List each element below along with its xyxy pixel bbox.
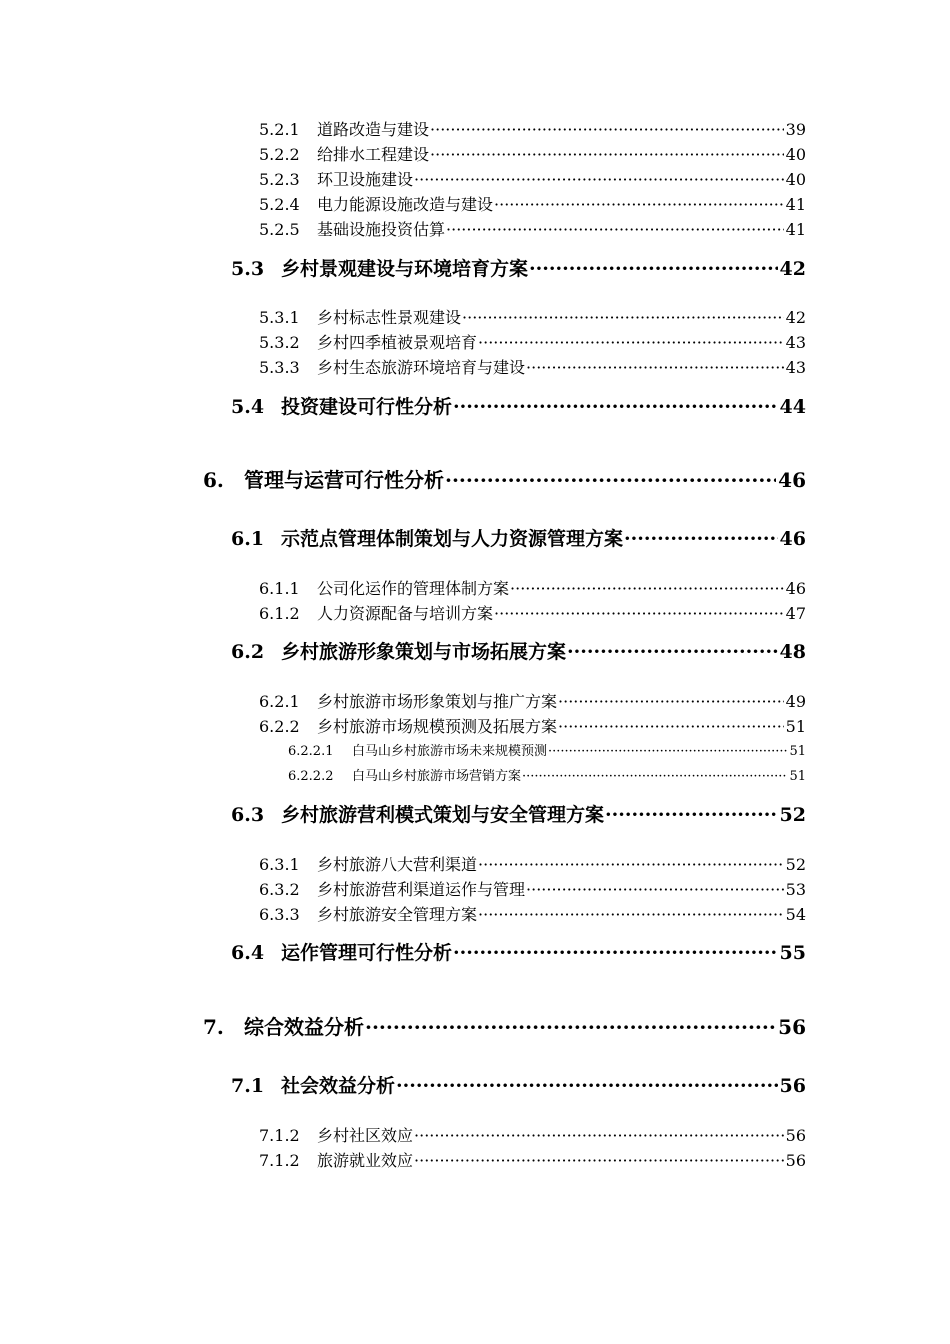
toc-entry-page: 49 <box>785 692 806 711</box>
toc-entry[interactable] <box>259 852 806 875</box>
toc-entry-page: 51 <box>785 717 806 736</box>
toc-entry-number: 6.2.2.1 <box>288 744 334 759</box>
toc-entry-title: 乡村旅游营利渠道运作与管理 <box>317 880 526 899</box>
toc-entry-number: 6.3 <box>231 804 265 826</box>
toc-entry-number: 5.2.3 <box>259 170 300 189</box>
toc-entry-page: 41 <box>785 195 806 214</box>
toc-entry[interactable] <box>288 765 806 784</box>
toc-entry-number: 6.2.1 <box>259 692 300 711</box>
toc-entry-page: 46 <box>779 528 806 550</box>
toc-entry[interactable] <box>231 392 806 419</box>
toc-entry-number: 6.3.3 <box>259 905 300 924</box>
toc-entry-page: 44 <box>779 396 806 418</box>
toc-entry-page: 39 <box>785 120 806 139</box>
toc-entry-title: 管理与运营可行性分析 <box>244 468 444 492</box>
toc-entry-number: 6.3.2 <box>259 880 300 899</box>
toc-entry[interactable] <box>259 1148 806 1171</box>
dot-leader <box>478 905 784 924</box>
dot-leader <box>414 1151 784 1170</box>
toc-entry[interactable] <box>259 601 806 624</box>
dot-leader <box>414 1126 784 1145</box>
dot-leader <box>522 769 787 784</box>
toc-entry-number: 6. <box>203 468 224 492</box>
toc-entry-page: 51 <box>789 769 806 784</box>
toc-entry[interactable] <box>231 524 806 551</box>
dot-leader <box>529 258 778 280</box>
toc-entry-number: 6.2 <box>231 641 265 663</box>
toc-entry-title: 运作管理可行性分析 <box>281 942 453 964</box>
toc-entry-number: 7.1 <box>231 1075 265 1097</box>
toc-entry-page: 41 <box>785 220 806 239</box>
dot-leader <box>478 855 784 874</box>
toc-entry-number: 7.1.2 <box>259 1151 300 1170</box>
dot-leader <box>558 692 784 711</box>
toc-entry-page: 56 <box>785 1126 806 1145</box>
toc-entry[interactable] <box>259 117 806 140</box>
toc-entry[interactable] <box>259 877 806 900</box>
toc-entry-title: 乡村旅游八大营利渠道 <box>317 855 478 874</box>
dot-leader <box>430 120 784 139</box>
toc-entry-number: 5.2.1 <box>259 120 300 139</box>
toc-entry-title: 示范点管理体制策划与人力资源管理方案 <box>281 528 624 550</box>
dot-leader <box>494 604 784 623</box>
dot-leader <box>558 717 784 736</box>
dot-leader <box>567 641 778 663</box>
toc-entry[interactable] <box>259 330 806 353</box>
toc-entry-title: 乡村四季植被景观培育 <box>317 333 478 352</box>
toc-entry-page: 48 <box>779 641 806 663</box>
toc-entry-page: 56 <box>778 1015 806 1039</box>
toc-entry[interactable] <box>259 167 806 190</box>
toc-entry-title: 白马山乡村旅游市场未来规模预测 <box>352 744 548 759</box>
toc-entry-number: 6.4 <box>231 942 265 964</box>
dot-leader <box>605 804 778 826</box>
dot-leader <box>453 396 778 418</box>
toc-entry-title: 社会效益分析 <box>281 1075 396 1097</box>
toc-entry[interactable] <box>259 689 806 712</box>
toc-entry-title: 旅游就业效应 <box>317 1151 414 1170</box>
toc-entry-page: 54 <box>785 905 806 924</box>
toc-entry-number: 5.3.2 <box>259 333 300 352</box>
toc-entry-page: 40 <box>785 145 806 164</box>
toc-entry-title: 电力能源设施改造与建设 <box>317 195 494 214</box>
toc-entry[interactable] <box>259 305 806 328</box>
toc-entry[interactable] <box>231 800 806 827</box>
toc-entry-title: 环卫设施建设 <box>317 170 414 189</box>
dot-leader <box>446 220 784 239</box>
toc-entry-title: 乡村旅游市场形象策划与推广方案 <box>317 692 558 711</box>
dot-leader <box>453 942 778 964</box>
toc-entry[interactable] <box>259 1123 806 1146</box>
toc-entry-title: 乡村旅游形象策划与市场拓展方案 <box>281 641 567 663</box>
toc-entry-page: 56 <box>785 1151 806 1170</box>
toc-entry-number: 5.2.5 <box>259 220 300 239</box>
toc-entry-number: 5.4 <box>231 396 265 418</box>
toc-entry-page: 42 <box>785 308 806 327</box>
dot-leader <box>548 744 787 759</box>
dot-leader <box>414 170 784 189</box>
toc-entry[interactable] <box>231 1071 806 1098</box>
toc-entry-number: 6.1.1 <box>259 579 300 598</box>
toc-entry[interactable] <box>203 464 806 493</box>
dot-leader <box>430 145 784 164</box>
toc-entry[interactable] <box>259 217 806 240</box>
toc-entry-title: 投资建设可行性分析 <box>281 396 453 418</box>
toc-entry-page: 43 <box>785 358 806 377</box>
dot-leader <box>526 358 784 377</box>
toc-entry-page: 40 <box>785 170 806 189</box>
toc-entry-page: 46 <box>785 579 806 598</box>
toc-entry-title: 人力资源配备与培训方案 <box>317 604 494 623</box>
toc-entry[interactable] <box>259 142 806 165</box>
toc-entry-number: 7. <box>203 1015 224 1039</box>
toc-entry-title: 给排水工程建设 <box>317 145 430 164</box>
toc-entry-page: 52 <box>779 804 806 826</box>
toc-entry-page: 52 <box>785 855 806 874</box>
toc-entry[interactable] <box>203 1011 806 1040</box>
toc-entry-page: 53 <box>785 880 806 899</box>
dot-leader <box>462 308 784 327</box>
dot-leader <box>478 333 784 352</box>
toc-entry-title: 乡村生态旅游环境培育与建设 <box>317 358 526 377</box>
toc-entry[interactable] <box>259 355 806 378</box>
toc-entry-number: 5.3.3 <box>259 358 300 377</box>
toc-entry-page: 47 <box>785 604 806 623</box>
toc-entry[interactable] <box>231 637 806 664</box>
toc-entry-page: 55 <box>779 942 806 964</box>
toc-entry-number: 7.1.2 <box>259 1126 300 1145</box>
toc-entry-page: 46 <box>778 468 806 492</box>
toc-entry-page: 51 <box>789 744 806 759</box>
toc-entry-page: 56 <box>779 1075 806 1097</box>
dot-leader <box>526 880 784 899</box>
dot-leader <box>494 195 784 214</box>
toc-entry-number: 5.2.4 <box>259 195 300 214</box>
toc-entry[interactable] <box>231 938 806 965</box>
toc-entry[interactable] <box>231 254 806 281</box>
toc-entry-number: 5.3 <box>231 258 265 280</box>
toc-entry-title: 乡村标志性景观建设 <box>317 308 462 327</box>
toc-entry-number: 6.2.2.2 <box>288 769 334 784</box>
toc-entry-number: 6.1.2 <box>259 604 300 623</box>
toc-entry-title: 乡村社区效应 <box>317 1126 414 1145</box>
toc-entry-title: 乡村旅游市场规模预测及拓展方案 <box>317 717 558 736</box>
toc-entry-number: 5.2.2 <box>259 145 300 164</box>
toc-entry-number: 6.1 <box>231 528 265 550</box>
toc-entry-number: 5.3.1 <box>259 308 300 327</box>
toc-entry-page: 43 <box>785 333 806 352</box>
toc-entry[interactable] <box>259 714 806 737</box>
toc-entry-title: 乡村旅游营利模式策划与安全管理方案 <box>281 804 605 826</box>
toc-entry[interactable] <box>288 740 806 759</box>
toc-entry-title: 公司化运作的管理体制方案 <box>317 579 510 598</box>
toc-entry-title: 基础设施投资估算 <box>317 220 446 239</box>
toc-entry-number: 6.3.1 <box>259 855 300 874</box>
dot-leader <box>445 468 776 492</box>
dot-leader <box>365 1015 776 1039</box>
toc-entry-title: 道路改造与建设 <box>317 120 430 139</box>
toc-entry-title: 乡村景观建设与环境培育方案 <box>281 258 529 280</box>
dot-leader <box>510 579 784 598</box>
toc-entry-title: 综合效益分析 <box>244 1015 364 1039</box>
toc-entry-number: 6.2.2 <box>259 717 300 736</box>
dot-leader <box>624 528 778 550</box>
toc-entry-page: 42 <box>779 258 806 280</box>
toc-entry[interactable] <box>259 902 806 925</box>
toc-entry-title: 乡村旅游安全管理方案 <box>317 905 478 924</box>
dot-leader <box>396 1075 778 1097</box>
toc-entry-title: 白马山乡村旅游市场营销方案 <box>352 769 522 784</box>
toc-entry[interactable] <box>259 576 806 599</box>
toc-entry[interactable] <box>259 192 806 215</box>
